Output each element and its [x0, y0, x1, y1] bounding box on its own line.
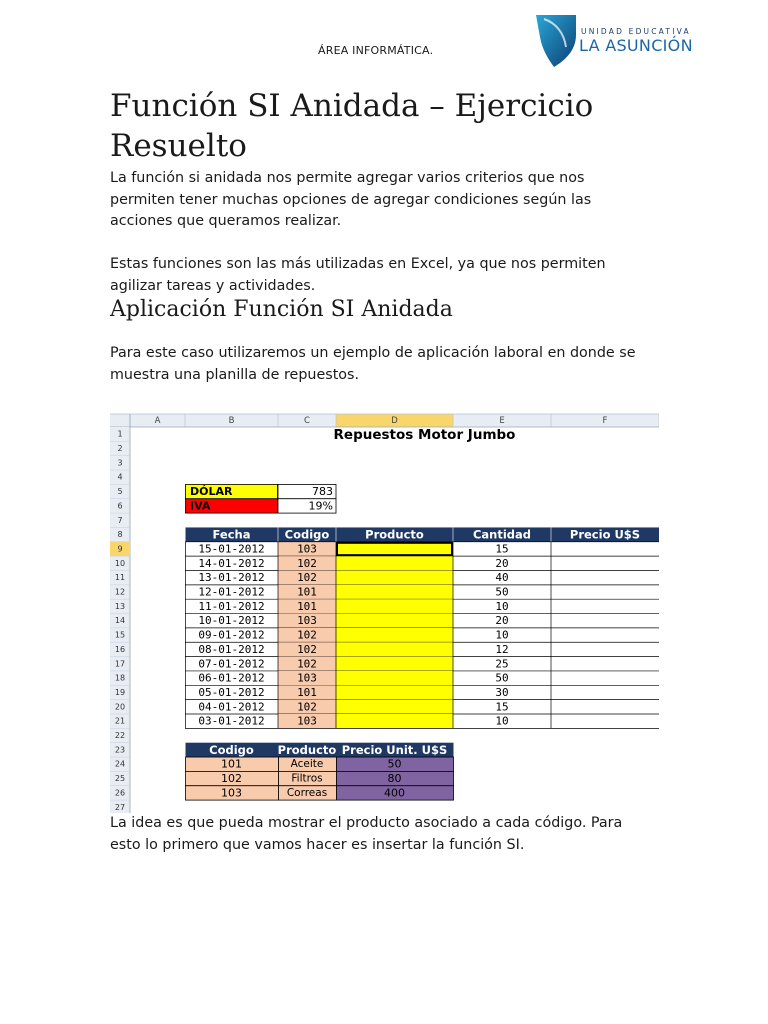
case-paragraph: Para este caso utilizaremos un ejemplo de aplicación laboral en donde se muestra una planilla de repuestos. — [110, 345, 636, 383]
column-header-c: C — [304, 416, 310, 426]
producto-cell — [336, 556, 453, 570]
main-data-cell: 103 — [297, 714, 317, 728]
logo-top-text: UNIDAD EDUCATIVA — [581, 27, 691, 36]
producto-cell — [336, 585, 453, 599]
producto-cell — [336, 642, 453, 656]
main-header-cell: Codigo — [284, 527, 330, 542]
spreadsheet-image — [110, 406, 659, 813]
main-data-cell: 102 — [297, 700, 317, 714]
lookup-data-cell: 102 — [221, 772, 242, 786]
producto-cell — [336, 657, 453, 671]
main-data-cell: 03-01-2012 — [198, 714, 265, 728]
producto-cell — [336, 685, 453, 699]
main-data-cell: 10-01-2012 — [198, 614, 265, 628]
main-data-cell: 20 — [495, 614, 509, 628]
producto-cell — [336, 628, 453, 642]
lookup-data-cell: 101 — [221, 757, 242, 771]
row-number: 1 — [117, 429, 123, 439]
shield-icon — [534, 13, 578, 69]
producto-cell — [336, 700, 453, 714]
row-number: 24 — [114, 759, 126, 769]
row-number: 26 — [114, 788, 126, 798]
main-data-cell: 40 — [495, 571, 509, 585]
producto-cell — [336, 714, 453, 728]
main-data-cell: 15 — [495, 542, 509, 556]
main-data-cell: 12 — [495, 642, 509, 656]
lookup-header-cell: Precio Unit. U$S — [341, 742, 448, 757]
spreadsheet-title: Repuestos Motor Jumbo — [333, 427, 516, 444]
main-data-cell: 30 — [495, 685, 509, 699]
row-number: 21 — [114, 716, 126, 726]
iva-value: 19% — [308, 499, 333, 513]
main-data-cell: 13-01-2012 — [198, 571, 265, 585]
main-data-cell: 50 — [495, 671, 509, 685]
row-number: 8 — [117, 530, 123, 540]
main-data-cell: 103 — [297, 614, 317, 628]
main-header-cell: Fecha — [212, 527, 251, 542]
row-number: 9 — [117, 544, 123, 554]
row-number: 13 — [114, 601, 126, 611]
closing-paragraph: La idea es que pueda mostrar el producto asociado a cada código. Para esto lo primero que vamos hacer es insertar la función SI. — [110, 815, 623, 853]
column-header-a: A — [154, 416, 161, 426]
main-data-cell: 15 — [495, 700, 509, 714]
row-number: 17 — [114, 659, 126, 669]
row-number: 12 — [114, 587, 126, 597]
row-number: 16 — [114, 644, 126, 654]
main-header-cell: Precio U$S — [569, 527, 641, 542]
lookup-data-cell: 50 — [387, 757, 402, 771]
row-number: 7 — [117, 515, 123, 525]
producto-cell — [336, 671, 453, 685]
lookup-data-cell: 400 — [384, 786, 405, 800]
row-number: 6 — [117, 501, 123, 511]
main-data-cell: 10 — [495, 599, 509, 613]
producto-cell — [336, 571, 453, 585]
row-number: 2 — [117, 444, 123, 454]
dolar-label: DÓLAR — [190, 485, 233, 499]
main-data-cell: 103 — [297, 542, 317, 556]
main-data-cell: 12-01-2012 — [198, 585, 265, 599]
lookup-header-cell: Producto — [277, 742, 337, 757]
main-data-cell: 08-01-2012 — [198, 642, 265, 656]
main-data-cell: 09-01-2012 — [198, 628, 265, 642]
main-data-cell: 20 — [495, 556, 509, 570]
row-number: 18 — [114, 673, 126, 683]
row-number: 23 — [114, 745, 126, 755]
main-data-cell: 102 — [297, 628, 317, 642]
lookup-data-cell: Correas — [286, 786, 328, 799]
lookup-data-cell: 103 — [221, 786, 242, 800]
dolar-value: 783 — [312, 485, 333, 499]
column-header-e: E — [499, 416, 505, 426]
main-data-cell: 10 — [495, 714, 509, 728]
main-data-cell: 102 — [297, 657, 317, 671]
intro-paragraph-1: La función si anidada nos permite agregar varios criterios que nos permiten tener muchas opciones de agregar condiciones según las acciones que queramos realizar. — [110, 170, 592, 229]
main-data-cell: 10 — [495, 628, 509, 642]
row-number: 22 — [114, 731, 126, 741]
row-number: 20 — [114, 702, 126, 712]
column-header-f: F — [602, 416, 608, 426]
main-data-cell: 102 — [297, 556, 317, 570]
row-number: 5 — [117, 487, 123, 497]
iva-label: IVA — [190, 499, 211, 513]
row-number: 11 — [114, 573, 126, 583]
main-data-cell: 04-01-2012 — [198, 700, 265, 714]
column-header-b: B — [228, 416, 235, 426]
producto-cell — [336, 542, 453, 556]
row-number: 14 — [114, 616, 126, 626]
row-number: 10 — [114, 558, 126, 568]
row-number: 3 — [117, 458, 123, 468]
column-header-d: D — [391, 416, 398, 426]
main-data-cell: 101 — [297, 685, 317, 699]
main-data-cell: 05-01-2012 — [198, 685, 265, 699]
main-data-cell: 07-01-2012 — [198, 657, 265, 671]
intro-paragraph-2: Estas funciones son las más utilizadas en Excel, ya que nos permiten agilizar tareas y actividades. — [110, 256, 606, 294]
lookup-data-cell: Filtros — [291, 772, 323, 785]
main-data-cell: 102 — [297, 642, 317, 656]
school-logo — [534, 13, 694, 69]
lookup-data-cell: 80 — [387, 772, 402, 786]
main-header-cell: Cantidad — [472, 527, 532, 542]
producto-cell — [336, 599, 453, 613]
main-data-cell: 103 — [297, 671, 317, 685]
row-number: 15 — [114, 630, 126, 640]
header-title: ÁREA INFORMÁTICA. — [318, 44, 434, 57]
producto-cell — [336, 614, 453, 628]
lookup-data-cell: Aceite — [290, 758, 324, 771]
main-data-cell: 06-01-2012 — [198, 671, 265, 685]
page-title: Función SI Anidada – Ejercicio Resuelto — [110, 88, 594, 164]
main-data-cell: 15-01-2012 — [198, 542, 265, 556]
main-data-cell: 50 — [495, 585, 509, 599]
row-number: 27 — [114, 802, 126, 812]
main-data-cell: 11-01-2012 — [198, 599, 265, 613]
lookup-header-cell: Codigo — [209, 742, 254, 757]
main-data-cell: 101 — [297, 599, 317, 613]
logo-main-text: LA ASUNCIÓN — [579, 36, 693, 55]
main-data-cell: 101 — [297, 585, 317, 599]
main-data-cell: 14-01-2012 — [198, 556, 265, 570]
row-number: 4 — [117, 472, 123, 482]
main-data-cell: 102 — [297, 571, 317, 585]
row-number: 25 — [114, 774, 126, 784]
main-header-cell: Producto — [365, 527, 424, 542]
row-number: 19 — [114, 687, 126, 697]
section-heading: Aplicación Función SI Anidada — [110, 297, 453, 322]
main-data-cell: 25 — [495, 657, 509, 671]
